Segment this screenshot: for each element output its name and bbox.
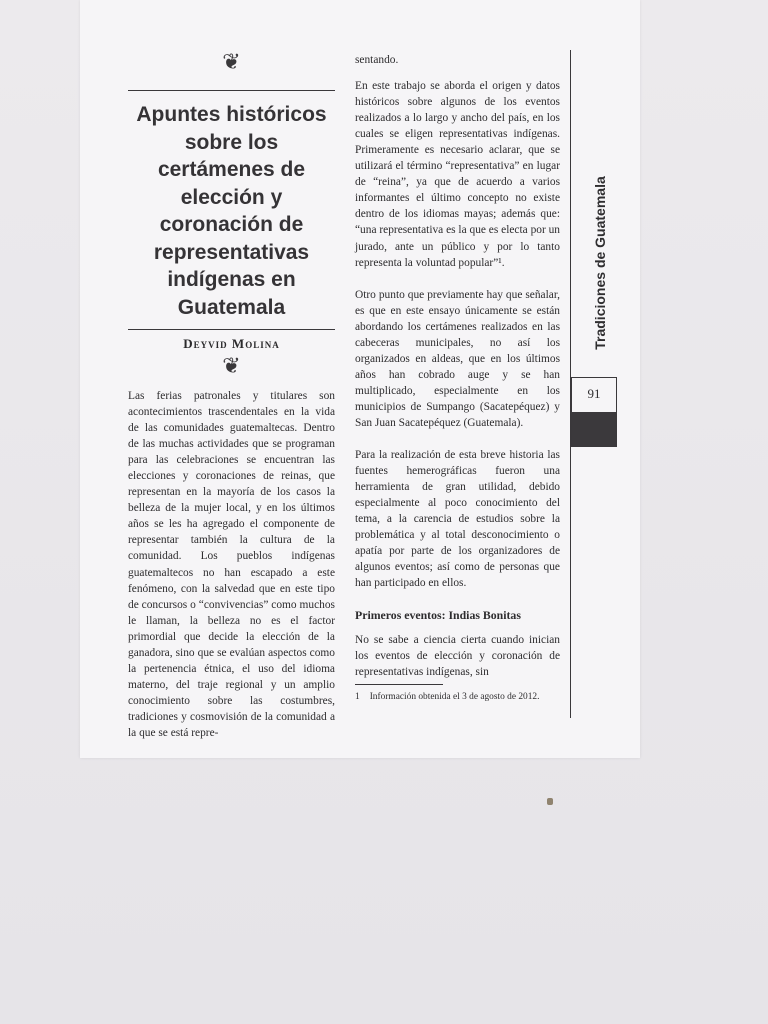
page-number: 91	[587, 386, 601, 401]
top-ornament-icon: ❦	[222, 49, 241, 74]
footnote-rule	[355, 684, 443, 685]
paragraph: sentando.	[355, 54, 399, 66]
footnote-text: Información obtenida el 3 de agosto de 2012.	[369, 691, 540, 702]
ornament-icon: ❦	[222, 353, 241, 378]
article-author: Deyvid Molina	[183, 336, 280, 351]
footnote	[355, 691, 560, 704]
left-column	[128, 48, 335, 741]
paragraph: No se sabe a ciencia cierta cuando inician los eventos de elección y coronación de representativas indígenas, sin	[355, 633, 560, 678]
paragraph: En este trabajo se aborda el origen y datos históricos sobre algunos de los eventos realizados a lo largo y ancho del país, en los cuales se eligen representativas indígenas. Primeramente es necesario aclarar, que se utilizará el término “representativa” en lugar de “reina”, ya que de acuerdo a varios informantes el último concepto no existe dentro de los idiomas mayas; además que: “una representativa es la que es electa por un jurado, ante un público y por lo tanto representa la voluntad popular”¹.	[355, 80, 560, 269]
publication-name: Tradiciones de Guatemala	[591, 176, 608, 350]
right-column	[355, 52, 560, 704]
article-title: Apuntes históricos sobre los certámenes de elección y coronación de representativas indígenas en Guatemala	[136, 103, 327, 319]
paragraph: Para la realización de esta breve historia las fuentes hemerográficas fueron una herramienta de gran utilidad, debido especialmente al poco conocimiento del tema, a la carencia de estudios sobre la problemática y al total desconocimiento o apatía por parte de los organizadores de algunos eventos; así como de personas que han participado en ellos.	[355, 449, 560, 590]
paragraph: Otro punto que previamente hay que señalar, es que en este ensayo únicamente se están abordando los certámenes realizados en las cabeceras municipales, no así los organizados en aldeas, que en los últimos años han cobrado auge y se han multiplicado, especialmente en los municipios de Sumpango (Sacatepéquez) y San Juan Sacatepéquez (Guatemala).	[355, 288, 560, 429]
page-number-box	[571, 377, 617, 447]
top-rule	[128, 90, 335, 91]
title-rule	[128, 329, 335, 330]
left-column-text: Las ferias patronales y titulares son acontecimientos trascendentales en la vida de las comunidades guatemaltecas. Dentro de las muchas actividades que se programan para las celebraciones se encuentran las elecciones y coronaciones de reinas, que representan en la mayoría de los casos la belleza de la mujer local, y en los últimos años se les ha agregado el componente de representar también la cultura de la comunidad. Los pueblos indígenas guatemaltecos no han escapado a este fenómeno, con la salvedad que en este tipo de concursos o “convivencias” como muchos le llaman, la belleza no es el factor primordial que decide la elección de la ganadora, sino que se evalúan aspectos como la pertenencia étnica, el uso del idioma materno, del traje regional y un amplio conocimiento sobre las costumbres, tradiciones y cosmovisión de la comunidad a la que se está repre-	[128, 390, 335, 739]
footnote-number: 1	[355, 691, 360, 702]
section-subheading: Primeros eventos: Indias Bonitas	[355, 608, 521, 623]
page-tab-block	[572, 412, 616, 446]
scan-speck	[547, 798, 553, 805]
